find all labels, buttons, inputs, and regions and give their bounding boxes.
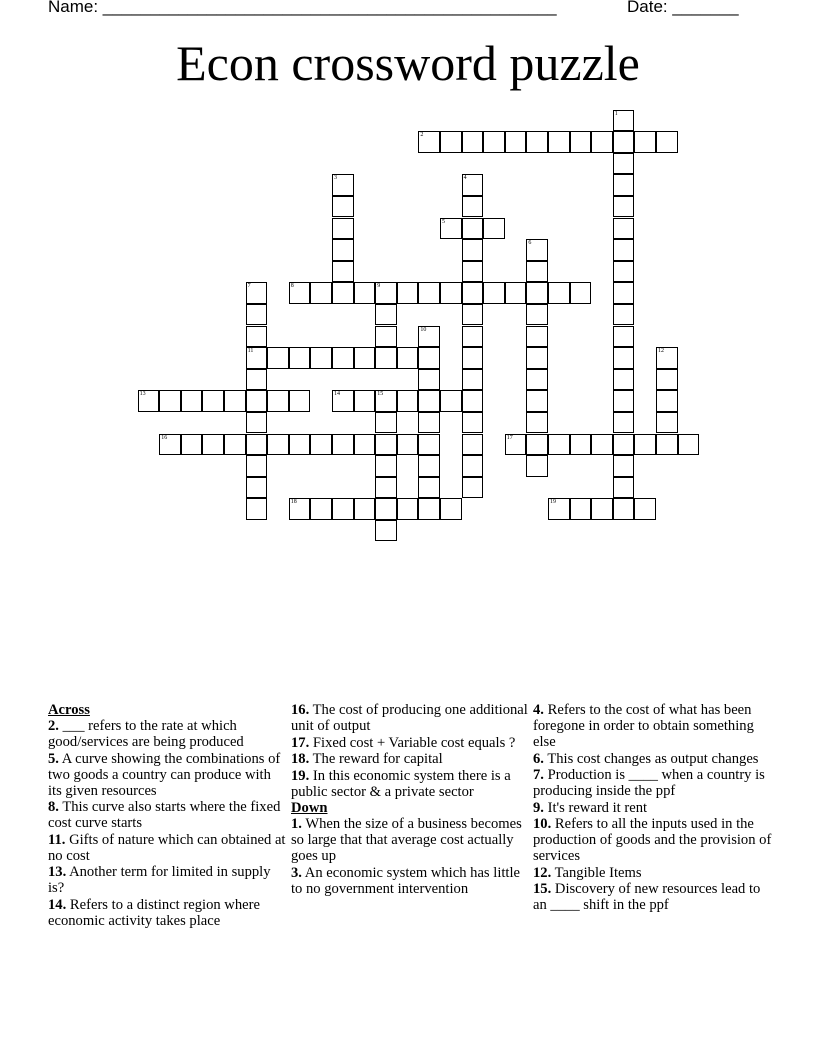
grid-cell[interactable] [246,369,268,391]
grid-cell[interactable] [246,412,268,434]
grid-cell[interactable] [418,369,440,391]
grid-cell[interactable] [418,434,440,456]
clue-item [291,768,531,800]
clue-number: 4 [463,175,467,182]
grid-cell[interactable] [418,326,440,348]
clue-item [533,767,773,799]
grid-cell[interactable] [246,304,268,326]
grid-cell[interactable] [246,390,268,412]
grid-cell[interactable] [397,390,419,412]
grid-cell[interactable] [440,218,462,240]
grid-cell[interactable] [613,110,635,132]
clue-number-label: 12. [533,864,552,881]
grid-cell[interactable] [462,477,484,499]
clue-item [533,865,773,881]
clue-item [48,897,288,929]
clue-number-label: 6. [533,750,544,767]
grid-cell[interactable] [397,347,419,369]
grid-cell[interactable] [526,239,548,261]
grid-cell[interactable] [375,304,397,326]
grid-cell[interactable] [483,282,505,304]
grid-cell[interactable] [526,347,548,369]
clue-text: Refers to all the inputs used in the production of goods and the provision of services [533,816,772,864]
grid-cell[interactable] [613,390,635,412]
grid-cell[interactable] [613,153,635,175]
clue-text: Gifts of nature which can obtained at no cost [48,831,286,864]
grid-cell[interactable] [246,498,268,520]
grid-cell[interactable] [354,498,376,520]
clue-item [533,881,773,913]
clue-number-label: 10. [533,816,552,832]
clue-text: Discovery of new resources lead to an ____ shift in the ppf [533,881,761,913]
clue-text: This curve also starts where the fixed cost curve starts [48,799,281,831]
grid-cell[interactable] [354,434,376,456]
clue-item [291,865,531,897]
clue-number-label: 2. [48,718,59,734]
clue-section-heading: Across [48,702,90,718]
clue-item [48,864,288,896]
grid-cell[interactable] [613,412,635,434]
grid-cell[interactable] [613,174,635,196]
clue-number: 8 [290,283,294,290]
grid-cell[interactable] [613,282,635,304]
grid-cell[interactable] [332,498,354,520]
grid-cell[interactable] [181,390,203,412]
grid-cell[interactable] [310,498,332,520]
grid-cell[interactable] [548,434,570,456]
grid-cell[interactable] [656,412,678,434]
grid-cell[interactable] [462,261,484,283]
clue-number-label: 1. [291,816,302,832]
grid-cell[interactable] [418,455,440,477]
grid-cell[interactable] [267,390,289,412]
clue-section-heading: Down [291,800,328,816]
grid-cell[interactable] [526,369,548,391]
grid-cell[interactable] [310,347,332,369]
grid-cell[interactable] [332,174,354,196]
grid-cell[interactable] [418,477,440,499]
clue-number: 15 [377,391,384,398]
grid-cell[interactable] [526,261,548,283]
grid-cell[interactable] [462,218,484,240]
grid-cell[interactable] [613,261,635,283]
grid-cell[interactable] [570,498,592,520]
grid-cell[interactable] [505,282,527,304]
clue-item [291,702,531,734]
grid-cell[interactable] [246,477,268,499]
grid-cell[interactable] [462,412,484,434]
grid-cell[interactable] [418,390,440,412]
grid-cell[interactable] [462,347,484,369]
grid-cell[interactable] [375,390,397,412]
clue-text: An economic system which has little to no government intervention [291,864,521,897]
grid-cell[interactable] [332,196,354,218]
clue-number: 14 [334,391,340,398]
grid-cell[interactable] [462,239,484,261]
grid-cell[interactable] [375,434,397,456]
grid-cell[interactable] [375,455,397,477]
clue-number: 18 [290,499,297,506]
clue-item [533,816,773,864]
clue-item [533,800,773,816]
grid-cell[interactable] [397,498,419,520]
clue-item [291,751,531,767]
clue-number: 1 [614,110,618,117]
grid-cell[interactable] [138,390,160,412]
grid-cell[interactable] [462,390,484,412]
clue-number: 6 [528,240,532,247]
clue-text: Fixed cost + Variable cost equals ? [309,734,516,751]
clue-number: 16 [161,434,168,441]
clue-number: 13 [139,391,146,398]
clue-text: Another term for limited in supply is? [48,864,271,896]
grid-cell[interactable] [332,434,354,456]
clue-number: 3 [334,175,337,182]
grid-cell[interactable] [613,455,635,477]
name-field-label: Name: ________________________________________________ [48,0,557,16]
grid-cell[interactable] [246,455,268,477]
grid-cell[interactable] [526,390,548,412]
clue-item [48,751,288,799]
grid-cell[interactable] [462,174,484,196]
clue-number-label: 9. [533,799,544,816]
grid-cell[interactable] [289,434,311,456]
grid-cell[interactable] [462,196,484,218]
grid-cell[interactable] [483,131,505,153]
clue-number-label: 7. [533,767,544,783]
grid-cell[interactable] [462,434,484,456]
grid-cell[interactable] [354,282,376,304]
grid-cell[interactable] [289,347,311,369]
clue-number: 9 [377,283,381,290]
clue-item [533,702,773,750]
clue-text: ___ refers to the rate at which good/services are being produced [48,718,244,750]
grid-cell[interactable] [613,218,635,240]
grid-cell[interactable] [202,434,224,456]
grid-cell[interactable] [613,326,635,348]
grid-cell[interactable] [634,131,656,153]
grid-cell[interactable] [289,390,311,412]
grid-cell[interactable] [613,477,635,499]
clue-item [291,735,531,751]
grid-cell[interactable] [656,369,678,391]
grid-cell[interactable] [246,347,268,369]
grid-cell[interactable] [397,282,419,304]
clue-number: 10 [420,326,427,333]
grid-cell[interactable] [462,282,484,304]
grid-cell[interactable] [678,434,700,456]
clue-number-label: 4. [533,702,544,718]
grid-cell[interactable] [418,412,440,434]
grid-cell[interactable] [310,434,332,456]
grid-cell[interactable] [613,239,635,261]
grid-cell[interactable] [613,369,635,391]
grid-cell[interactable] [375,326,397,348]
grid-cell[interactable] [375,412,397,434]
clue-number: 19 [550,499,556,506]
grid-cell[interactable] [289,498,311,520]
clue-item [48,799,288,831]
grid-cell[interactable] [354,347,376,369]
grid-cell[interactable] [526,131,548,153]
grid-cell[interactable] [397,434,419,456]
grid-cell[interactable] [246,326,268,348]
grid-cell[interactable] [656,390,678,412]
clue-text: This cost changes as output changes [543,750,759,767]
date-field-label: Date: _______ [627,0,739,16]
clue-number-label: 14. [48,896,67,913]
clues-column-1 [48,702,288,929]
grid-cell[interactable] [526,282,548,304]
grid-cell[interactable] [591,498,613,520]
grid-cell[interactable] [267,347,289,369]
grid-cell[interactable] [375,347,397,369]
grid-cell[interactable] [613,347,635,369]
clue-number: 17 [506,434,513,441]
clue-text: A curve showing the combinations of two goods a country can produce with its given resources [48,750,281,799]
grid-cell[interactable] [656,131,678,153]
grid-cell[interactable] [526,326,548,348]
grid-cell[interactable] [613,434,635,456]
grid-cell[interactable] [548,282,570,304]
clue-text: When the size of a business becomes so large that that average cost actually goes up [291,816,522,864]
clue-text: Tangible Items [551,864,642,881]
clues-column-2 [291,702,531,897]
clue-number-label: 3. [291,864,302,881]
grid-cell[interactable] [224,434,246,456]
grid-cell[interactable] [570,434,592,456]
clue-number: 7 [247,283,251,290]
grid-cell[interactable] [483,218,505,240]
clue-number-label: 15. [533,881,552,897]
grid-cell[interactable] [375,520,397,542]
grid-cell[interactable] [418,347,440,369]
clue-number-label: 19. [291,767,310,784]
grid-cell[interactable] [159,434,181,456]
grid-cell[interactable] [332,239,354,261]
clue-text: It's reward it rent [543,799,648,816]
grid-cell[interactable] [440,390,462,412]
grid-cell[interactable] [289,282,311,304]
grid-cell[interactable] [591,434,613,456]
grid-cell[interactable] [462,131,484,153]
grid-cell[interactable] [246,434,268,456]
grid-cell[interactable] [548,498,570,520]
clues-column-3 [533,702,773,914]
grid-cell[interactable] [505,434,527,456]
grid-cell[interactable] [375,282,397,304]
clue-number-label: 5. [48,750,59,767]
grid-cell[interactable] [440,282,462,304]
clue-number-label: 17. [291,734,310,751]
clue-number: 11 [247,348,254,355]
grid-cell[interactable] [267,434,289,456]
page-title: Econ crossword puzzle [176,35,640,91]
grid-cell[interactable] [526,455,548,477]
clue-item [533,751,773,767]
clue-number-label: 13. [48,864,67,880]
clue-text: Production is ____ when a country is producing inside the ppf [533,767,765,799]
clue-number-label: 8. [48,799,59,815]
clue-number: 12 [658,348,664,355]
grid-cell[interactable] [634,498,656,520]
grid-cell[interactable] [505,131,527,153]
grid-cell[interactable] [310,282,332,304]
grid-cell[interactable] [570,282,592,304]
clue-number-label: 18. [291,751,310,767]
clue-text: The cost of producing one additional unit of output [291,702,528,734]
grid-cell[interactable] [548,131,570,153]
clue-number: 5 [442,218,445,225]
grid-cell[interactable] [613,304,635,326]
grid-cell[interactable] [613,498,635,520]
clue-number-label: 16. [291,702,310,718]
grid-cell[interactable] [332,282,354,304]
grid-cell[interactable] [159,390,181,412]
clue-number-label: 11. [48,831,66,848]
clue-text: In this economic system there is a public sector & a private sector [291,767,511,800]
grid-cell[interactable] [332,218,354,240]
grid-cell[interactable] [656,347,678,369]
grid-cell[interactable] [354,390,376,412]
grid-cell[interactable] [375,477,397,499]
grid-cell[interactable] [526,304,548,326]
grid-cell[interactable] [375,498,397,520]
grid-cell[interactable] [462,326,484,348]
grid-cell[interactable] [440,498,462,520]
grid-cell[interactable] [570,131,592,153]
grid-cell[interactable] [526,434,548,456]
clue-number: 2 [420,132,424,139]
grid-cell[interactable] [526,412,548,434]
grid-cell[interactable] [418,131,440,153]
grid-cell[interactable] [418,498,440,520]
clue-item [291,816,531,864]
clue-text: Refers to the cost of what has been foregone in order to obtain something else [533,702,754,750]
grid-cell[interactable] [462,455,484,477]
clue-text: The reward for capital [309,751,443,767]
grid-cell[interactable] [591,131,613,153]
grid-cell[interactable] [613,196,635,218]
clue-item [48,718,288,750]
grid-cell[interactable] [440,131,462,153]
grid-cell[interactable] [634,434,656,456]
grid-cell[interactable] [181,434,203,456]
grid-cell[interactable] [332,347,354,369]
grid-cell[interactable] [202,390,224,412]
grid-cell[interactable] [246,282,268,304]
grid-cell[interactable] [462,369,484,391]
grid-cell[interactable] [224,390,246,412]
grid-cell[interactable] [418,282,440,304]
clue-item [48,832,288,864]
clue-text: Refers to a distinct region where economic activity takes place [48,896,260,929]
grid-cell[interactable] [613,131,635,153]
grid-cell[interactable] [332,261,354,283]
grid-cell[interactable] [656,434,678,456]
grid-cell[interactable] [332,390,354,412]
grid-cell[interactable] [462,304,484,326]
